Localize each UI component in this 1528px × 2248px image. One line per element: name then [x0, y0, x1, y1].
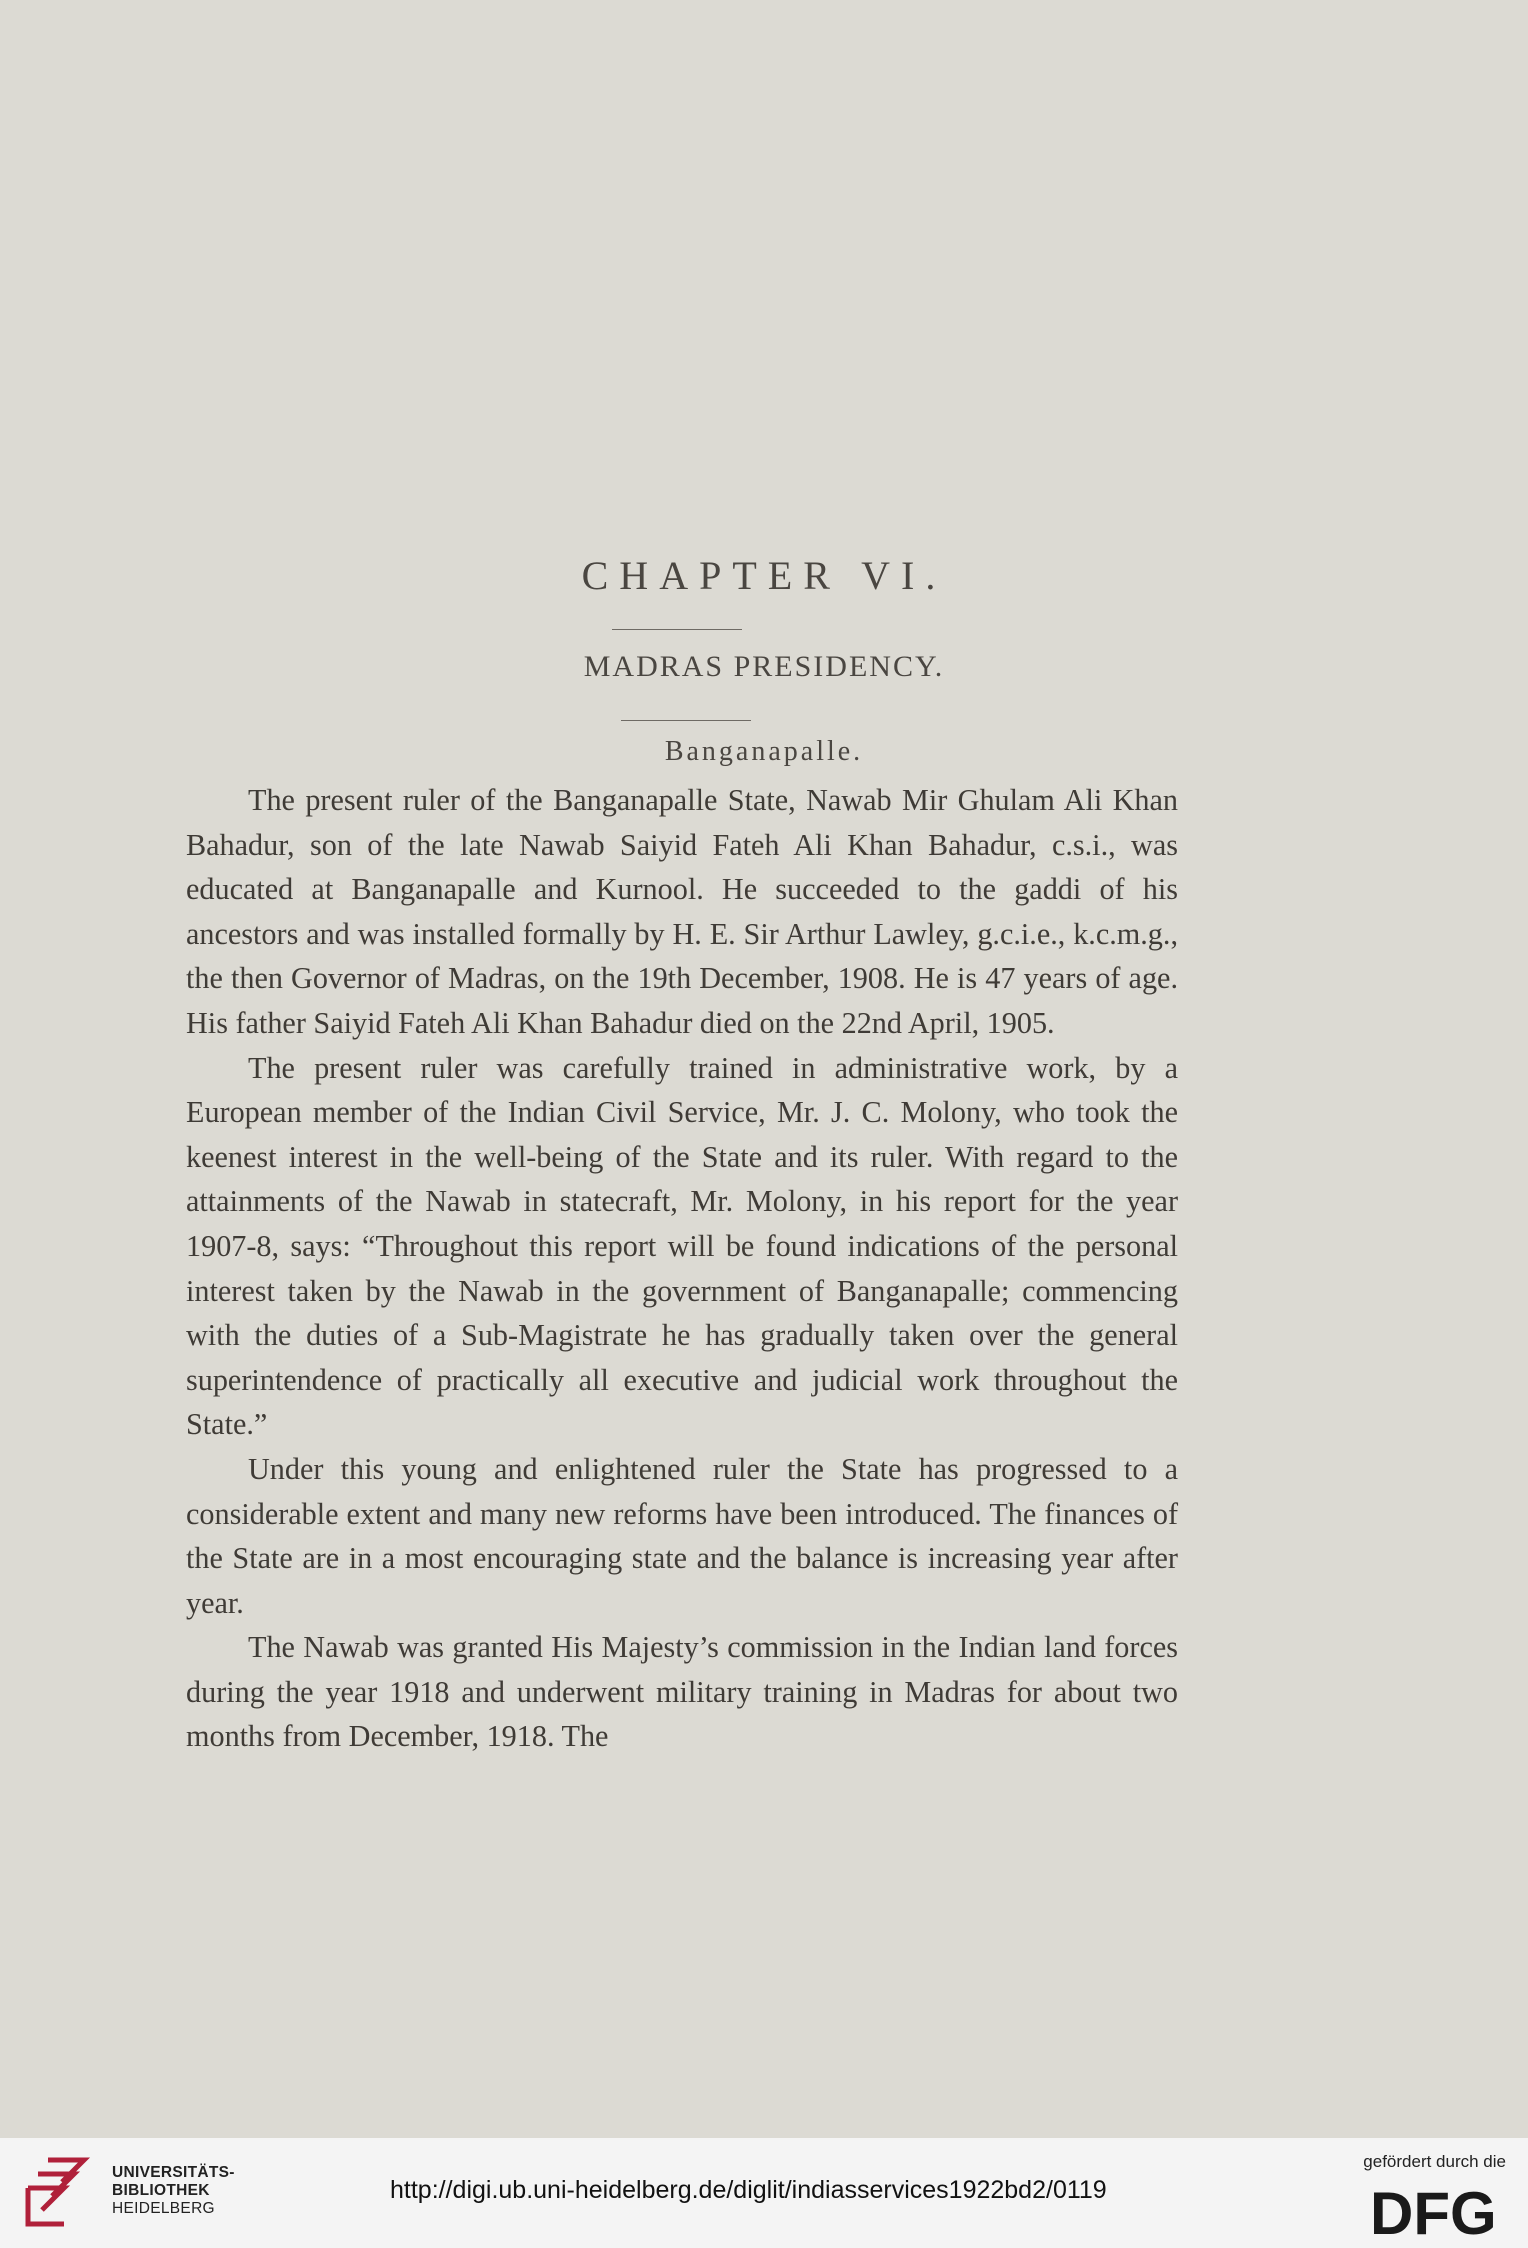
divider-rule	[612, 629, 742, 630]
divider-rule	[621, 720, 751, 721]
section-title: MADRAS PRESIDENCY.	[583, 650, 945, 683]
subsection-title: Banganapalle.	[664, 736, 864, 767]
body-text	[186, 778, 1178, 1759]
permalink-url[interactable]: http://digi.ub.uni-heidelberg.de/diglit/indiasservices1922bd2/0119	[390, 2176, 1107, 2204]
library-name-line: UNIVERSITÄTS-	[112, 2164, 235, 2181]
library-name-line: HEIDELBERG	[112, 2200, 215, 2217]
paragraph: Under this young and enlightened ruler the State has progressed to a considerable extent and many new reforms have been introduced. The finances of the State are in a most encouraging state and the balance is increasing year after year.	[186, 1451, 1178, 1620]
chapter-title: CHAPTER VI.	[581, 553, 947, 598]
dfg-logo-text: DFG	[1370, 2184, 1497, 2240]
paragraph: The present ruler was carefully trained in administrative work, by a European member of the Indian Civil Service, Mr. J. C. Molony, who took the keenest interest in the well-being of the State and its ruler. With regard to the attainments of the Nawab in statecraft, Mr. Molony, in his report for the year 1907-8, says: “Throughout this report will be found indications of the personal interest taken by the Nawab in the government of Banganapalle; commencing with the duties of a Sub-Magistrate he has gradually taken over the general superintendence of practically all executive and judicial work throughout the State.”	[186, 1050, 1178, 1442]
viewer-footer	[0, 2138, 1528, 2248]
library-logo-icon	[18, 2150, 104, 2234]
funder-label: gefördert durch die	[1363, 2152, 1506, 2171]
paragraph: The Nawab was granted His Majesty’s commission in the Indian land forces during the year 1918 and underwent military training in Madras for about two months from December, 1918. The	[186, 1630, 1178, 1754]
dfg-logo-icon	[1370, 2184, 1510, 2240]
library-name-line: BIBLIOTHEK	[112, 2182, 210, 2199]
paragraph: The present ruler of the Banganapalle State, Nawab Mir Ghulam Ali Khan Bahadur, son of the late Nawab Saiyid Fateh Ali Khan Bahadur, c.s.i., was educated at Banganapalle and Kurnool. He succeeded to the gaddi of his ancestors and was installed formally by H. E. Sir Arthur Lawley, g.c.i.e., k.c.m.g., the then Governor of Madras, on the 19th December, 1908. He is 47 years of age. His father Saiyid Fateh Ali Khan Bahadur died on the 22nd April, 1905.	[186, 783, 1178, 1040]
library-name	[112, 2164, 235, 2218]
